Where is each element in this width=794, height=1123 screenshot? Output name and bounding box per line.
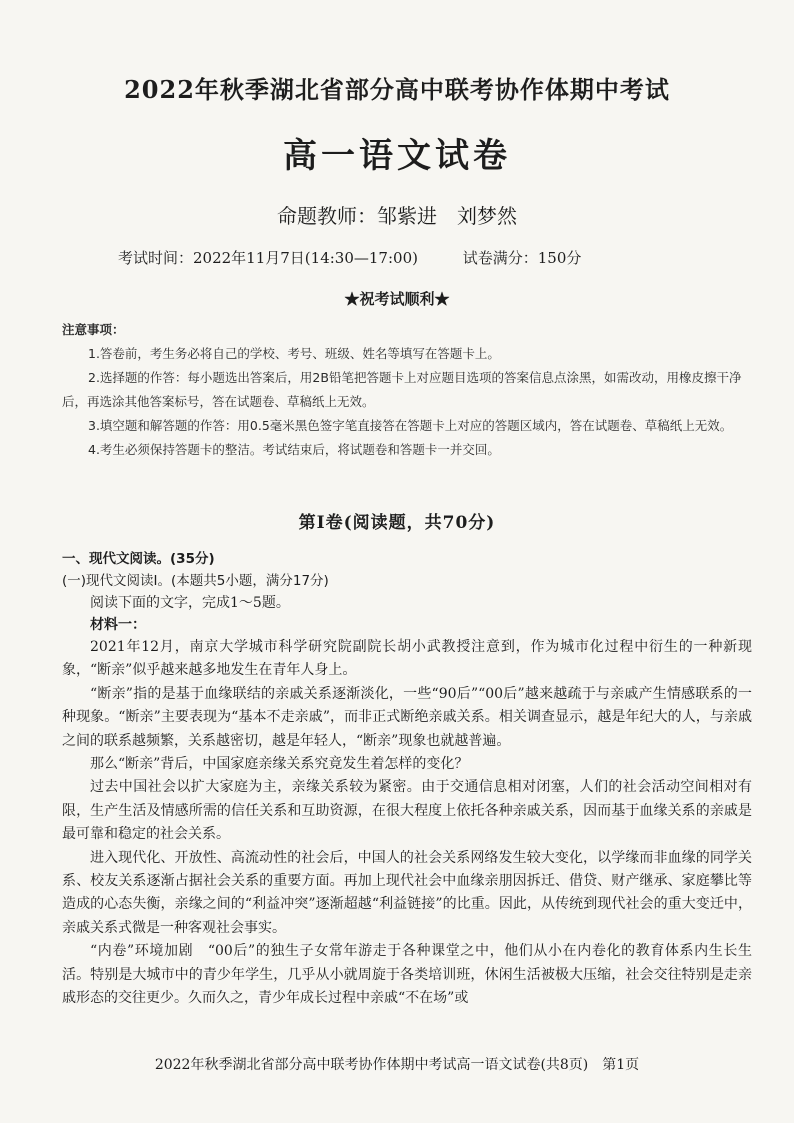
authors-line: 命题教师：邹紫进 刘梦然: [277, 204, 517, 228]
note-item: 4.考生必须保持答题卡的整洁。考试结束后，将试题卷和答题卡一并交回。: [88, 442, 500, 457]
part-heading: 一、现代文阅读。(35分): [62, 551, 215, 567]
paper-title: 高一语文试卷: [283, 136, 511, 176]
blessing-line: ★祝考试顺利★: [344, 290, 450, 308]
passage-paragraph: 进入现代化、开放性、高流动性的社会后，中国人的社会关系网络发生较大变化，以学缘而非血缘的同学关系、校友关系逐渐占据社会关系的重要方面。再加上现代社会中血缘亲朋因拆迁、借贷、财产继承、家庭攀比等造成的心态失衡，亲缘之间的“利益冲突”逐渐超越“利益链接”的比重。因此，从传统到现代社会的重大变迁中，亲戚关系式微是一种客观社会事实。: [62, 849, 752, 936]
passage-paragraph: 那么“断亲”背后，中国家庭亲缘关系究竟发生着怎样的变化？: [90, 756, 469, 773]
passage-paragraph: 2021年12月，南京大学城市科学研究院副院长胡小武教授注意到，作为城市化过程中衍生的一种新现象，“断亲”似乎越来越多地发生在青年人身上。: [62, 639, 752, 679]
material-label: 材料一：: [90, 617, 146, 633]
note-item: 2.选择题的作答：每小题选出答案后，用2B铅笔把答题卡上对应题目选项的答案信息点涂黑，如需改动，用橡皮擦干净后，再选涂其他答案标号，答在试题卷、草稿纸上无效。: [62, 370, 742, 409]
section-title: 第Ⅰ卷(阅读题，共70分): [298, 513, 496, 533]
full-score: 试卷满分：150分: [462, 249, 582, 267]
notes-block: [62, 318, 752, 462]
exam-title: 2022年秋季湖北省部分高中联考协作体期中考试: [124, 75, 670, 104]
exam-time: 考试时间：2022年11月7日(14:30—17:00): [118, 249, 418, 267]
reading-passage: [62, 636, 752, 1011]
notes-heading: 注意事项：: [62, 322, 125, 337]
page-footer: 2022年秋季湖北省部分高中联考协作体期中考试高一语文试卷(共8页) 第1页: [154, 1057, 640, 1073]
passage-paragraph: 过去中国社会以扩大家庭为主，亲缘关系较为紧密。由于交通信息相对闭塞，人们的社会活动空间相对有限，生产生活及情感所需的信任关系和互助资源，在很大程度上依托各种亲戚关系，因而基于血缘关系的亲戚是最可靠和稳定的社会关系。: [62, 779, 752, 843]
instruction: 阅读下面的文字，完成1～5题。: [90, 595, 290, 611]
passage-paragraph: “断亲”指的是基于血缘联结的亲戚关系逐渐淡化，一些“90后”“00后”越来越疏于与亲戚产生情感联系的一种现象。“断亲”主要表现为“基本不走亲戚”，而非正式断绝亲戚关系。相关调查显示，越是年纪大的人，与亲戚之间的联系越频繁，关系越密切，越是年轻人，“断亲”现象也就越普遍。: [62, 685, 752, 749]
part-header: [62, 548, 752, 636]
note-item: 1.答卷前，考生务必将自己的学校、考号、班级、姓名等填写在答题卡上。: [88, 346, 500, 361]
passage-paragraph: “内卷”环境加剧 “00后”的独生子女常年游走于各种课堂之中，他们从小在内卷化的教育体系内生长生活。特别是大城市中的青少年学生，几乎从小就周旋于各类培训班，休闲生活被极大压缩，社会交往特别是走亲戚形态的交往更少。久而久之，青少年成长过程中亲戚“不在场”或: [62, 943, 752, 1007]
note-item: 3.填空题和解答题的作答：用0.5毫米黑色签字笔直接答在答题卡上对应的答题区域内，答在试题卷、草稿纸上无效。: [88, 418, 733, 433]
subpart-heading: (一)现代文阅读Ⅰ。(本题共5小题，满分17分): [62, 573, 329, 589]
exam-info-line: [118, 247, 581, 268]
